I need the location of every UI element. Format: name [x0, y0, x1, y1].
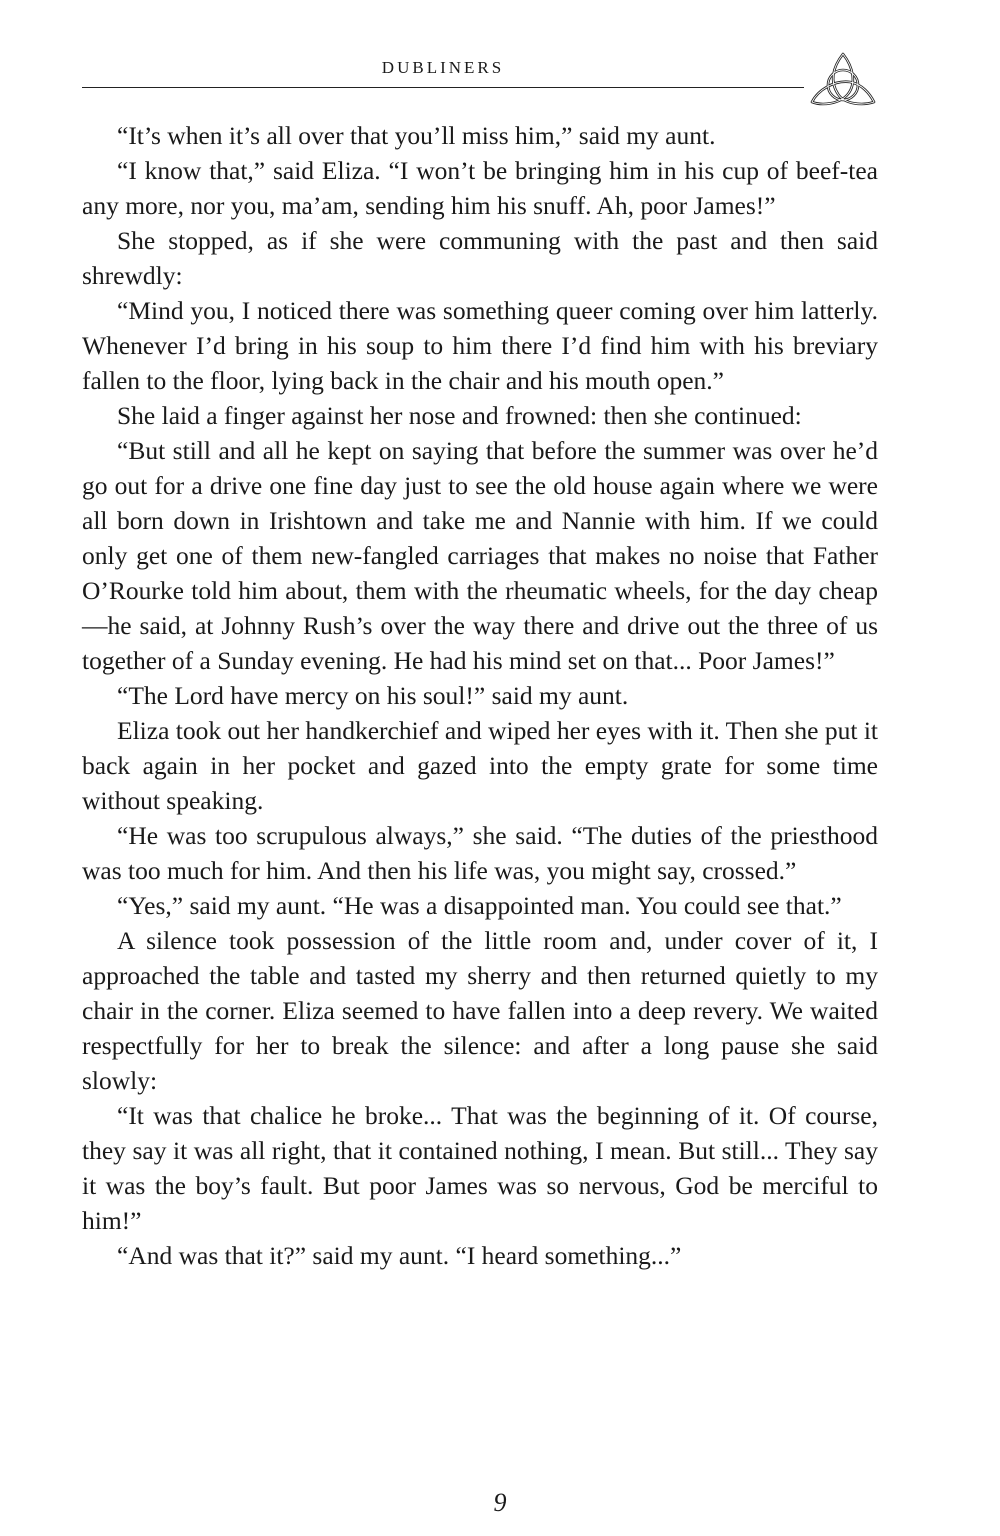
paragraph: “It’s when it’s all over that you’ll miss him,” said my aunt. — [117, 121, 716, 150]
paragraph: “He was too scrupulous always,” she said. “The duties of the priesthood was too much for him. And then his life was, you might say, crossed.” — [82, 821, 878, 885]
paragraph: “Yes,” said my aunt. “He was a disappointed man. You could see that.” — [117, 891, 842, 920]
paragraph: She laid a finger against her nose and frowned: then she continued: — [117, 401, 802, 430]
body-text — [82, 118, 878, 1273]
header-rule — [82, 87, 804, 88]
paragraph: “It was that chalice he broke... That was the beginning of it. Of course, they say it was all right, that it contained nothing, I mean. But still... They say it was the boy’s fault. But poor James was so nervous, God be merciful to him!” — [82, 1101, 878, 1235]
triquetra-knot-icon — [804, 50, 882, 110]
paragraph: “But still and all he kept on saying that before the summer was over he’d go out for a drive one fine day just to see the old house again where we were all born down in Irishtown and take me and Nannie with him. If we could only get one of them new-fangled carriages that makes no noise that Father O’Rourke told him about, them with the rheumatic wheels, for the day cheap—he said, at Johnny Rush’s over the way there and drive out the three of us together of a Sunday evening. He had his mind set on that... Poor James!” — [82, 436, 878, 675]
paragraph: A silence took possession of the little room and, under cover of it, I approached the table and tasted my sherry and then returned quietly to my chair in the corner. Eliza seemed to have fallen into a deep revery. We waited respectfully for her to break the silence: and after a long pause she said slowly: — [82, 926, 878, 1095]
paragraph: “And was that it?” said my aunt. “I heard something...” — [117, 1241, 682, 1270]
paragraph: “Mind you, I noticed there was something queer coming over him latterly. Whenever I’d bring in his soup to him there I’d find him with his breviary fallen to the floor, lying back in the chair and his mouth open.” — [82, 296, 878, 395]
paragraph: “The Lord have mercy on his soul!” said my aunt. — [117, 681, 629, 710]
paragraph: She stopped, as if she were communing with the past and then said shrewdly: — [82, 226, 878, 290]
paragraph: Eliza took out her handkerchief and wiped her eyes with it. Then she put it back again in her pocket and gazed into the empty grate for some time without speaking. — [82, 716, 878, 815]
running-title: DUBLINERS — [381, 58, 505, 77]
page-header — [82, 50, 882, 110]
page-number: 9 — [493, 1488, 507, 1517]
paragraph: “I know that,” said Eliza. “I won’t be bringing him in his cup of beef-tea any more, nor you, ma’am, sending him his snuff. Ah, poor James!” — [82, 156, 878, 220]
